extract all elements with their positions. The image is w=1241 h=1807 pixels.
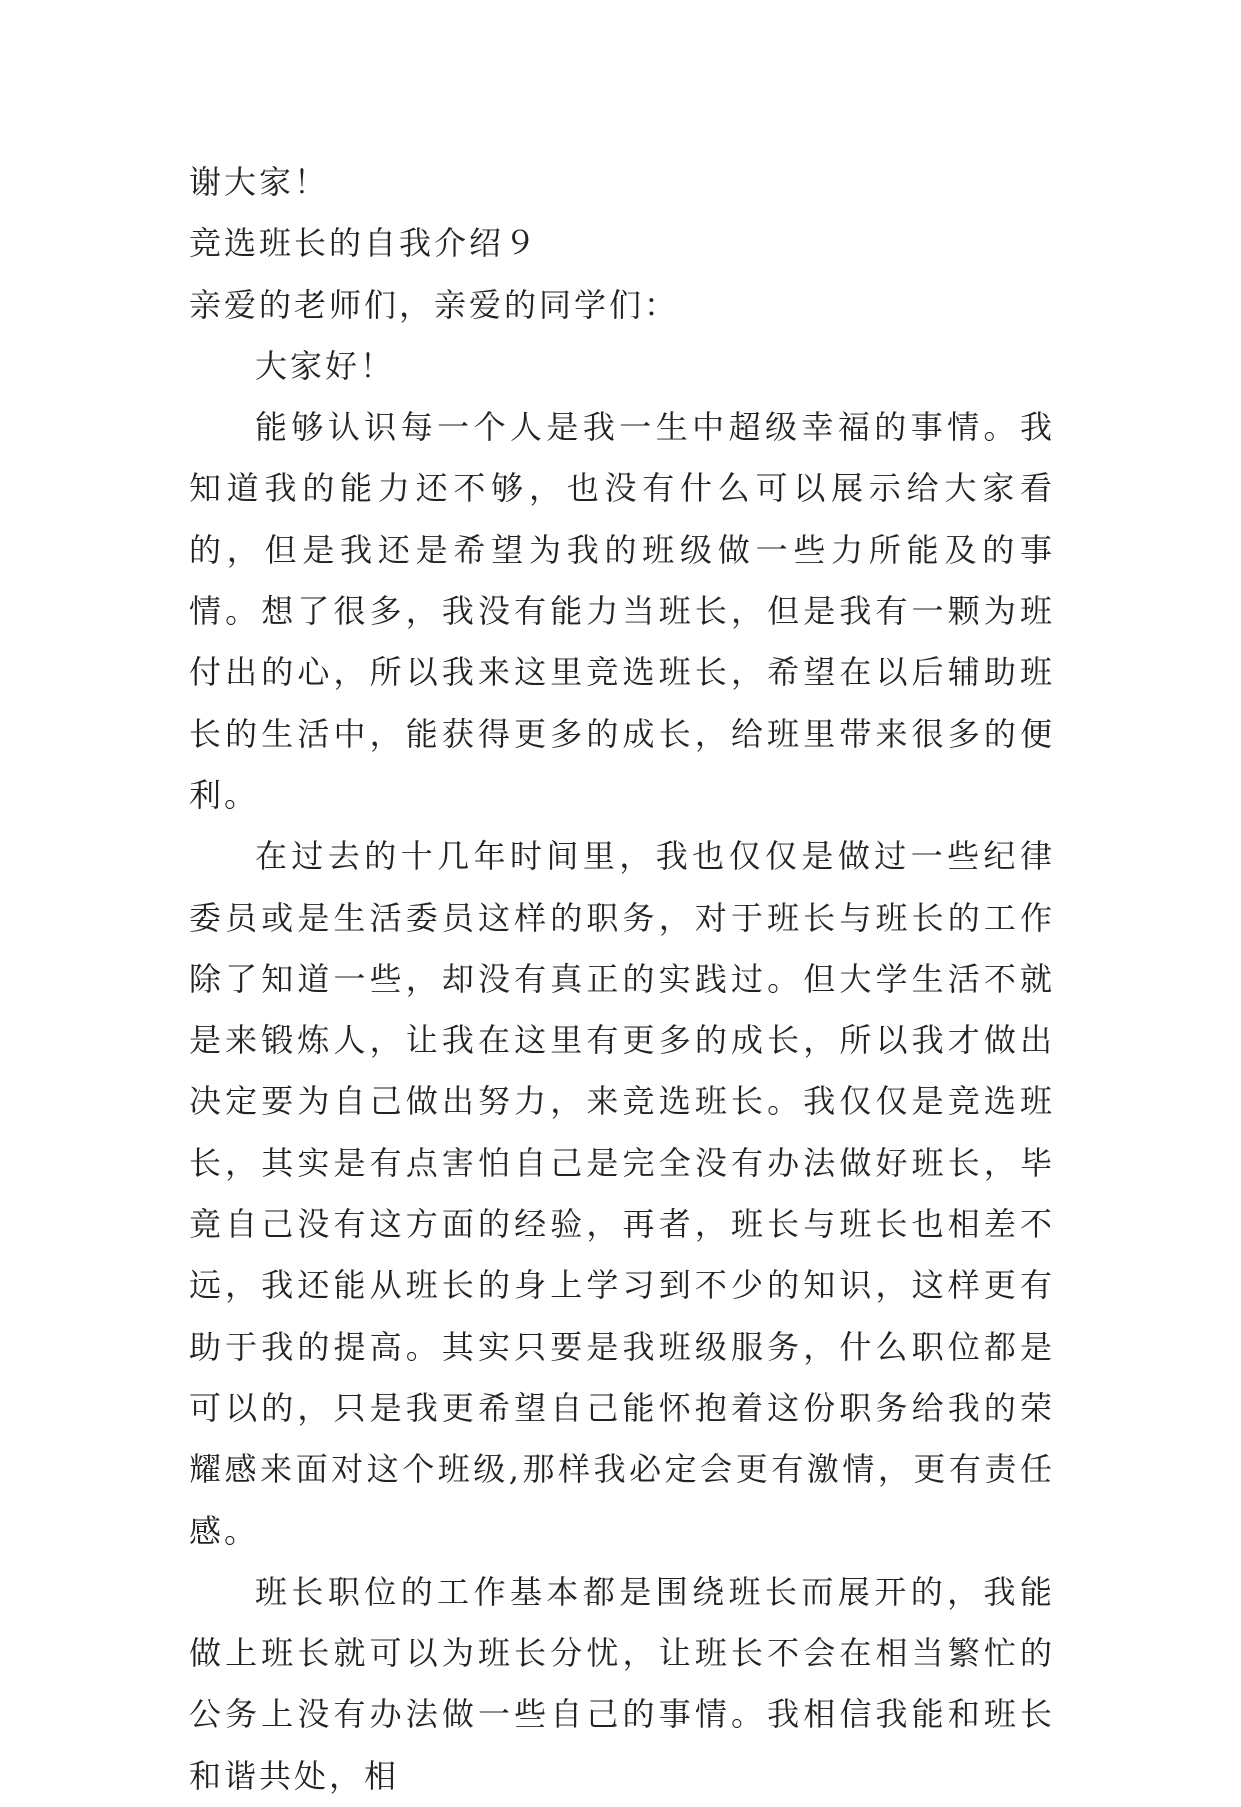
- document-page: [189, 152, 1055, 1807]
- greeting: 大家好！: [255, 346, 396, 385]
- body-paragraph: 能够认识每一个人是我一生中超级幸福的事情。我知道我的能力还不够，也没有什么可以展示给大家看的，但是我还是希望为我的班级做一些力所能及的事情。想了很多，我没有能力当班长，但是我有一颗为班付出的心，所以我来这里竞选班长，希望在以后辅助班长的生活中，能获得更多的成长，给班里带来很多的便利。: [189, 408, 1055, 814]
- body-paragraph: 班长职位的工作基本都是围绕班长而展开的，我能做上班长就可以为班长分忧，让班长不会在相当繁忙的公务上没有办法做一些自己的事情。我相信我能和班长和谐共处，相: [189, 1572, 1055, 1795]
- salutation: 亲爱的老师们，亲爱的同学们：: [189, 285, 680, 324]
- body-paragraph: 在过去的十几年时间里，我也仅仅是做过一些纪律委员或是生活委员这样的职务，对于班长与班长的工作除了知道一些，却没有真正的实践过。但大学生活不就是来锻炼人，让我在这里有更多的成长，所以我才做出决定要为自己做出努力，来竞选班长。我仅仅是竞选班长，其实是有点害怕自己是完全没有办法做好班长，毕竟自己没有这方面的经验，再者，班长与班长也相差不远，我还能从班长的身上学习到不少的知识，这样更有助于我的提高。其实只要是我班级服务，什么职位都是可以的，只是我更希望自己能怀抱着这份职务给我的荣耀感来面对这个班级,那样我必定会更有激情，更有责任感。: [189, 837, 1055, 1550]
- opening-line: 谢大家！: [189, 163, 330, 201]
- document-title: 竞选班长的自我介绍９: [189, 224, 540, 263]
